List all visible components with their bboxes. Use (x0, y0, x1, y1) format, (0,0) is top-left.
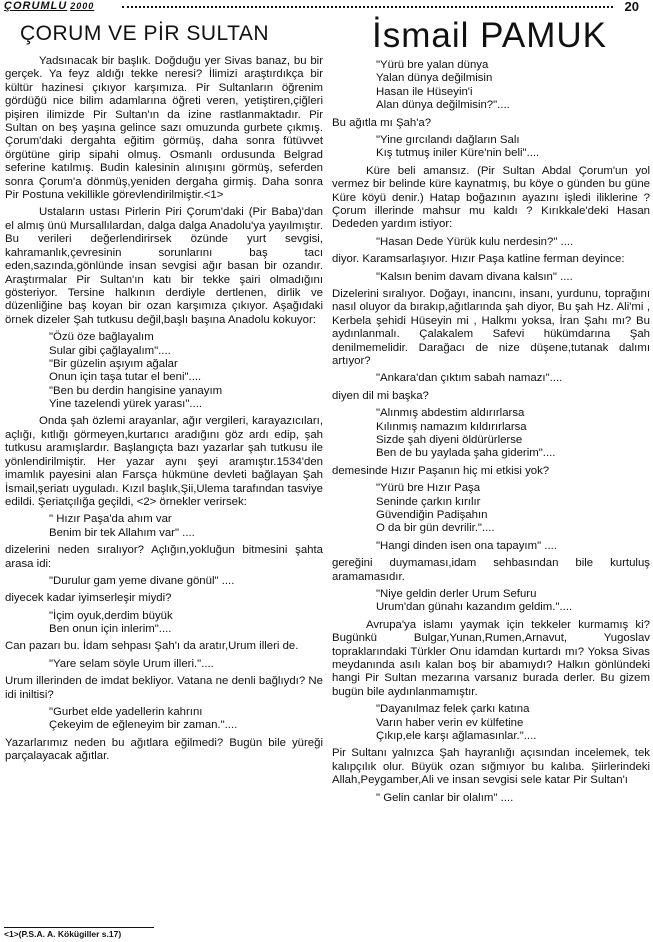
paragraph: diyecek kadar iyimserleşir miydi? (5, 592, 172, 605)
verse-line: "Yürü bre yalan dünya (376, 59, 489, 71)
verse-block (376, 792, 650, 805)
paragraph: Bu ağıtla mı Şah'a? (332, 116, 432, 129)
paragraph: demesinde Hızır Paşanın hiç mi etkisi yok? (332, 464, 550, 477)
right-column (332, 59, 650, 809)
verse-block (376, 482, 650, 536)
verse-line: "Gurbet elde yadellerin kahrını (49, 706, 203, 719)
verse-block (376, 703, 650, 743)
verse-line: "İçim oyuk,derdim büyük (49, 609, 173, 622)
header-dot-leader (122, 6, 613, 8)
verse-block (376, 372, 650, 385)
paragraph: Yadsınacak bir başlık. Doğduğu yer Sivas banaz, bu bir gerçek. Ya feyz aldığı tekke neresi? İlimizi araştırdıkça bir kültür hazinesi çıkıyor karşımıza. Pir Sultanların öğrenim gördüğü nice bilim adamlarına öğreti veren, yetiştiren,çiğleri pişiren ilimizde Pir Sultan'ın da izine rastlanmaktadır. Pir Sultan on beş yaşına gelince sazı omuzunda gurbete çıkmış. Çorum'daki dergahta eğitim görmüş, daha sonra fütüvvet örgütüne girip sipahi olmuş. Osmanlı ordusunda Belgrad seferine katılmış. Budin kalesinin alınışını görmüş, seferden sonra Çorum'a dönmüş,yeniden dergaha girmiş. Daha sonra Pir Postuna vekillikle görevlendirilmiştir.<1> (5, 55, 323, 202)
verse-line: Benim bir tek Allahım var" .... (49, 526, 195, 539)
paragraph: dizelerini neden sıralıyor? Açlığın,yokluğun bitmesini şahta arasa idi: (5, 544, 323, 570)
verse-block (376, 588, 650, 615)
verse-line: "Kalsın benim davam divana kalsın" .... (376, 270, 573, 283)
paragraph: Avrupa'ya islamı yaymak için tekkeler kurmamış ki? Bugünkü Bulgar,Yunan,Rumen,Arnavut, Yugoslav topraklarındaki Türkler Onu idamdan kurtardı mı? Yoksa Sivas meydanında asılı kalan boş bir abamıydı? Halkın gönlündeki hangi Pir Sultan mezarına varsanız burada derler. Bu gizem bugün bile aydınlanmamıştır. (332, 618, 650, 698)
verse-line: Çekeyim de eğleneyim bir zaman.".... (49, 719, 238, 732)
magazine-brand: ÇORUMLU 2000 (4, 0, 95, 12)
verse-line: Sular gibi çağlayalım".... (49, 344, 171, 357)
verse-line: Kış tutmuş iniler Küre'nin beli".... (376, 147, 540, 160)
verse-line: Kılınmış namazım kıldırırlarsa (376, 420, 527, 433)
footnote: <1>(P.S.A. A. Kökügiller s.17) (4, 929, 122, 939)
issue-year: 2000 (70, 1, 95, 11)
verse-line: Çıkıp,ele karşı ağlamasınlar.".... (376, 729, 537, 742)
verse-line: Sizde şah diyeni öldürürlerse (376, 433, 523, 446)
verse-line: "Hangi dinden isen ona tapayım" .... (376, 539, 557, 552)
verse-block (376, 407, 650, 461)
verse-line: Hasan ile Hüseyin'i (376, 85, 473, 98)
footnote-rule (4, 927, 154, 928)
verse-line: Alan dünya değilmisin?".... (376, 99, 510, 112)
verse-line: Varın haber verin ev külfetine (376, 716, 524, 729)
verse-line: "Ben bu derdin hangisine yanayım (49, 384, 223, 397)
verse-line: "Ankara'dan çıktım sabah namazı".... (376, 372, 563, 385)
paragraph: Ustaların ustası Pirlerin Piri Çorum'daki (Pir Baba)'dan el almış ünü Mursallılardan, dalga dalga Anadolu'ya yayılmıştır. Bu verileri değerlendirirsek özünde yurt sevgisi, kahramanlık,çevresinin sorunlarını baş tacı eden,sazında,gönlünde insan sevgisi ağır basan bir ozandır. Araştırmalar Pir Sultan'ın katı bir tekke şairi olmadığını gösteriyor. Tersine halkının derdiyle dertlenen, dirlik ve düzenliğine baş koyan bir ozan karşımıza çıkıyor. Aşağıdaki örnek dizeler Şah tutkusu değil,başlı başına Anadolu kokuyor: (5, 206, 323, 326)
verse-line: "Dayanılmaz felek çarkı katına (376, 703, 530, 716)
verse-line: O da bir gün devrilir.".... (376, 522, 495, 535)
verse-block (376, 59, 650, 113)
verse-block (49, 575, 323, 588)
verse-block (49, 610, 323, 637)
verse-block (49, 706, 323, 733)
verse-block (376, 271, 650, 284)
verse-line: Yine tazelendi yürek yarası".... (49, 398, 203, 411)
paragraph: Can pazarı bu. İdam sehpası Şah'ı da aratır,Urum illeri de. (5, 640, 299, 653)
paragraph: Onda şah özlemi arayanlar, ağır vergileri, karayazıcıları, açlığı, kıtlığı görmeyen,kurtarıcı aradığını göz ardı edip, şah tutkusu aramışlardır. Başlangıçta bazı yazarlar şah tutkusu ile yönlendirilmiştir. Her yazar aynı şeyi aramıştır.1534'den imamlık payesini alan Farsça hükmüne devleti bağlayan Şah İsmail,şeriatı uyguladı. Kızıl başlık,Şii,Ulema tarafından tasviye edildi. Şeriatçılığa geçildi, <2> örnekler verirsek: (5, 415, 323, 508)
paragraph: diyor. Karamsarlaşıyor. Hızır Paşa katline ferman deyince: (332, 253, 625, 266)
left-column (5, 55, 323, 768)
verse-line: " Gelin canlar bir olalım" .... (376, 791, 514, 804)
paragraph: Küre beli amansız. (Pir Sultan Abdal Çorum'un yol vermez bir belinde küre kaynatmış, bu köye o günden bu güne Küre köyü denir.) Hatap boğazının ayazını işledi iliklerine ? Çorum illerinde mahsur mu kaldı ? Kırıkkale'deki Hasan Dededen yardım istiyor: (332, 164, 650, 231)
verse-line: Onun için taşa tutar el beni".... (49, 371, 202, 384)
verse-line: "Bir güzelin aşıyım ağalar (49, 357, 178, 370)
verse-line: Güvendiğin Padişahın (376, 508, 488, 521)
verse-block (49, 658, 323, 671)
verse-line: "Yare selam söyle Urum illeri.".... (49, 657, 214, 670)
verse-line: "Niye geldin derler Urum Sefuru (376, 587, 537, 600)
paragraph: diyen dil mi başka? (332, 389, 429, 402)
verse-line: "Alınmış abdestim aldırırlarsa (376, 407, 525, 420)
page-number: 20 (624, 0, 639, 14)
paragraph: Yazarlarımız neden bu ağıtlara eğilmedi? Bugün bile yüreği parçalayacak ağıtlar. (5, 736, 323, 763)
verse-block (49, 513, 323, 540)
verse-line: "Durulur gam yeme divane gönül" .... (49, 574, 235, 587)
verse-line: "Hasan Dede Yürük kulu nerdesin?" .... (376, 235, 574, 248)
verse-block (376, 134, 650, 161)
page-header (0, 0, 653, 14)
verse-block (376, 540, 650, 553)
verse-line: Yalan dünya değilmisin (376, 72, 493, 85)
verse-line: Seninde çarkın kırılır (376, 495, 481, 508)
verse-line: Urum'dan günahı kazandım geldim.".... (376, 601, 573, 614)
verse-block (49, 331, 323, 411)
verse-block (376, 236, 650, 249)
paragraph: gereğini duymaması,idam sehbasından bile kurtuluş aramamasıdır. (332, 557, 650, 583)
author-name: İsmail PAMUK (372, 16, 607, 55)
verse-line: "Yine gırcılandı dağların Salı (376, 133, 520, 146)
article-title: ÇORUM VE PİR SULTAN (20, 22, 270, 45)
paragraph: Pir Sultanı yalnızca Şah hayranlığı açısından incelemek, tek kalıpçılık olur. Büyük ozan sığmıyor bu kalıba. Şiirlerindeki Allah,Peygamber,Ali ve insan sevgisi sele katar Pir Sultan'ı (332, 747, 650, 787)
paragraph: Urum illerinden de imdat bekliyor. Vatana ne denli bağlıydı? Ne idi iniltisi? (5, 675, 323, 701)
paragraph: Dizelerini sıralıyor. Doğayı, inancını, insanı, yurdunu, toprağını nasıl oluyor da bırakıp,ağıtlarında şah diyor, Bu şah Hz. Ali'mi , Kerbela şehidi Hüseyin mi , Halkmı yoksa, İran Şahı mı? Bu aydınlanmalı. Çalakalem Safevi hükümdarına Şah denilmemelidir. Darağacı de nize düşene,tutanak dalımı artıyor? (332, 287, 650, 367)
verse-line: "Özü öze bağlayalım (49, 331, 154, 344)
verse-line: Ben onun için inlerim".... (49, 623, 172, 636)
verse-line: " Hızır Paşa'da ahım var (49, 513, 172, 526)
verse-line: "Yürü bre Hızır Paşa (376, 482, 481, 495)
verse-line: Ben de bu yaylada şaha giderim".... (376, 447, 556, 460)
